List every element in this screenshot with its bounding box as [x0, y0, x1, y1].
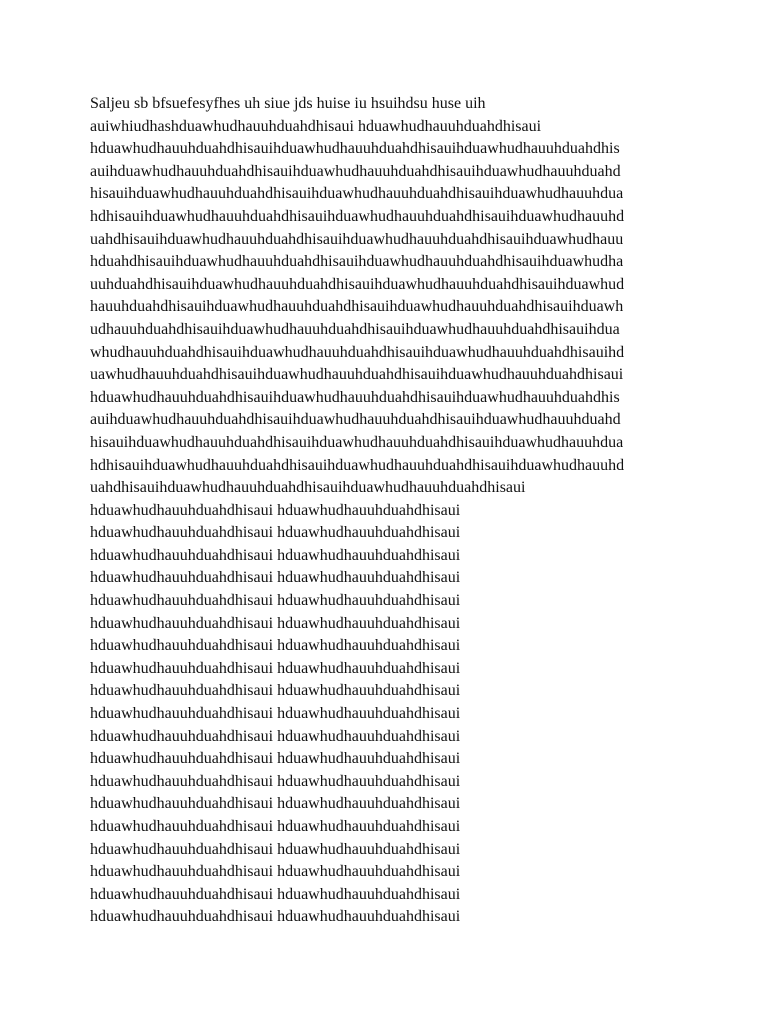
text-line: hisauihduawhudhauuhduahdhisauihduawhudhauuhduahdhisauihduawhudhauuhdua — [90, 433, 624, 451]
text-line: auihduawhudhauuhduahdhisauihduawhudhauuhduahdhisauihduawhudhauuhduahd — [90, 162, 621, 180]
text-line: uuhduahdhisauihduawhudhauuhduahdhisauihduawhudhauuhduahdhisauihduawhud — [90, 275, 625, 293]
text-line: auiwhiudhashduawhudhauuhduahdhisaui hduawhudhauuhduahdhisaui — [90, 117, 542, 135]
text-line: hduawhudhauuhduahdhisaui hduawhudhauuhduahdhisaui — [90, 750, 461, 768]
text-line: hduawhudhauuhduahdhisaui hduawhudhauuhduahdhisaui — [90, 885, 461, 903]
text-line: hisauihduawhudhauuhduahdhisauihduawhudhauuhduahdhisauihduawhudhauuhdua — [90, 185, 624, 203]
text-line: udhauuhduahdhisauihduawhudhauuhduahdhisauihduawhudhauuhduahdhisauihdua — [90, 320, 620, 338]
text-line: hduawhudhauuhduahdhisauihduawhudhauuhduahdhisauihduawhudhauuhduahdhis — [90, 140, 620, 158]
text-line: uawhudhauuhduahdhisauihduawhudhauuhduahdhisauihduawhudhauuhduahdhisaui — [90, 366, 624, 384]
text-line: hduawhudhauuhduahdhisaui hduawhudhauuhduahdhisaui — [90, 546, 461, 564]
text-line: hdhisauihduawhudhauuhduahdhisauihduawhudhauuhduahdhisauihduawhudhauuhd — [90, 456, 625, 474]
text-line: hduawhudhauuhduahdhisaui hduawhudhauuhduahdhisaui — [90, 840, 461, 858]
text-line: uahdhisauihduawhudhauuhduahdhisauihduawhudhauuhduahdhisaui — [90, 479, 526, 497]
text-line: hduawhudhauuhduahdhisaui hduawhudhauuhduahdhisaui — [90, 863, 461, 881]
text-line: Saljeu sb bfsuefesyfhes uh siue jds huise iu hsuihdsu huse uih — [90, 95, 486, 112]
text-line: hduahdhisauihduawhudhauuhduahdhisauihduawhudhauuhduahdhisauihduawhudha — [90, 253, 624, 271]
text-line: hduawhudhauuhduahdhisauihduawhudhauuhduahdhisauihduawhudhauuhduahdhis — [90, 388, 620, 406]
text-line: hduawhudhauuhduahdhisaui hduawhudhauuhduahdhisaui — [90, 908, 461, 926]
text-line: hduawhudhauuhduahdhisaui hduawhudhauuhduahdhisaui — [90, 727, 461, 745]
text-line: hduawhudhauuhduahdhisaui hduawhudhauuhduahdhisaui — [90, 592, 461, 610]
text-line: hduawhudhauuhduahdhisaui hduawhudhauuhduahdhisaui — [90, 659, 461, 677]
text-line: hduawhudhauuhduahdhisaui hduawhudhauuhduahdhisaui — [90, 614, 461, 632]
text-line: hduawhudhauuhduahdhisaui hduawhudhauuhduahdhisaui — [90, 569, 461, 587]
text-line: hduawhudhauuhduahdhisaui hduawhudhauuhduahdhisaui — [90, 818, 461, 835]
text-line: hduawhudhauuhduahdhisaui hduawhudhauuhduahdhisaui — [90, 682, 461, 700]
text-line: hdhisauihduawhudhauuhduahdhisauihduawhudhauuhduahdhisauihduawhudhauuhd — [90, 207, 625, 225]
document-body-text — [90, 93, 690, 929]
text-line: auihduawhudhauuhduahdhisauihduawhudhauuhduahdhisauihduawhudhauuhduahd — [90, 411, 621, 429]
text-line: hduawhudhauuhduahdhisaui hduawhudhauuhduahdhisaui — [90, 795, 461, 813]
text-line: hduawhudhauuhduahdhisaui hduawhudhauuhduahdhisaui — [90, 524, 461, 542]
text-line: hduawhudhauuhduahdhisaui hduawhudhauuhduahdhisaui — [90, 637, 461, 655]
text-line: hduawhudhauuhduahdhisaui hduawhudhauuhduahdhisaui — [90, 705, 461, 723]
text-line: whudhauuhduahdhisauihduawhudhauuhduahdhisauihduawhudhauuhduahdhisauihd — [90, 343, 625, 361]
text-line: hduawhudhauuhduahdhisaui hduawhudhauuhduahdhisaui — [90, 501, 461, 519]
text-line: uahdhisauihduawhudhauuhduahdhisauihduawhudhauuhduahdhisauihduawhudhauu — [90, 230, 624, 248]
text-line: hauuhduahdhisauihduawhudhauuhduahdhisauihduawhudhauuhduahdhisauihduawh — [90, 298, 624, 316]
text-line: hduawhudhauuhduahdhisaui hduawhudhauuhduahdhisaui — [90, 772, 461, 790]
